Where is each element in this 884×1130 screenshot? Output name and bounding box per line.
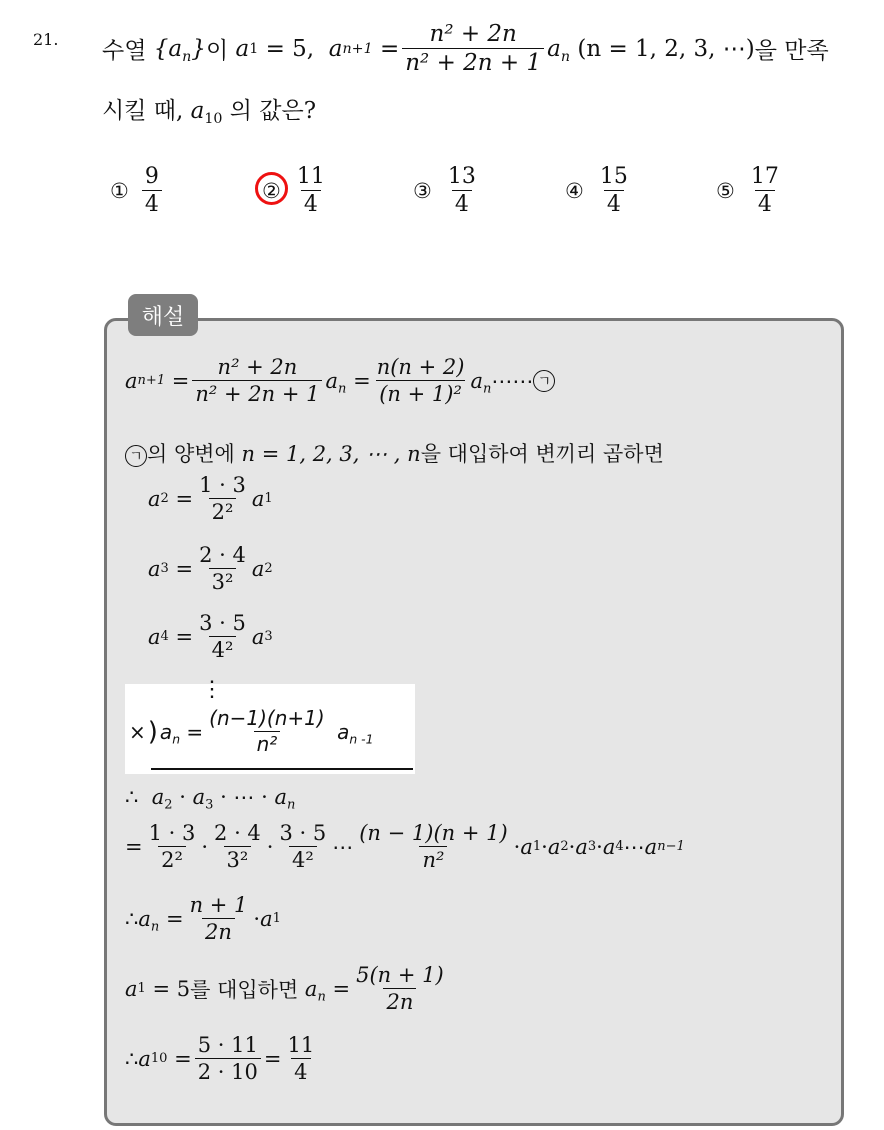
frac-den: n² + 2n + 1 bbox=[192, 380, 322, 405]
dots: ⋯⋯ bbox=[491, 368, 534, 393]
choice-2[interactable] bbox=[262, 165, 331, 216]
choice-num: 11 bbox=[296, 164, 325, 189]
step-a3: a 3 = $\frac{2 \cdot 4}{\text{3²}}$ a 2 bbox=[148, 543, 273, 595]
substitution-line: a 1 = 5 를 대입하면 $a_n$ = $\frac{5(n + 1)}{2n}$ bbox=[125, 964, 450, 1013]
frac-den: 2n bbox=[383, 988, 416, 1013]
frac-den: 2n bbox=[202, 918, 235, 943]
frac-num: 11 bbox=[287, 1033, 315, 1057]
stem-after-seq: 이 bbox=[205, 38, 229, 65]
circle-label: ㄱ bbox=[533, 370, 555, 392]
frac-den: 4 bbox=[291, 1058, 310, 1083]
frac-den: n² bbox=[254, 731, 281, 755]
choice-mark: ⑤ bbox=[716, 178, 735, 203]
frac-den: n² + 2n + 1 bbox=[402, 48, 544, 75]
values: n = 1, 2, 3, ⋯ , bbox=[241, 442, 401, 466]
therefore-product: ∴ $a_2 \cdot a_3$ · ⋯ · $a_n$ bbox=[125, 785, 296, 813]
frac-num: 5 · 11 bbox=[197, 1033, 258, 1057]
frac-num: 1 · 3 bbox=[199, 473, 246, 497]
choice-den: 4 bbox=[301, 190, 321, 216]
choice-mark: ④ bbox=[565, 178, 584, 203]
solution-line2: ㄱ 의 양변에 n = 1, 2, 3, ⋯ , n을 대입하여 변끼리 곱하면 bbox=[125, 438, 664, 468]
frac-den: 4² bbox=[209, 636, 237, 661]
condition: (n = 1, 2, 3, ⋯) bbox=[577, 35, 755, 62]
choice-mark: ① bbox=[110, 178, 129, 203]
an-formula: ∴ $a_n$ = $\frac{n + 1}{2n}$ · a 1 bbox=[125, 893, 281, 945]
selected-circle-icon bbox=[255, 172, 288, 205]
frac-num: 5(n + 1) bbox=[356, 963, 444, 987]
choice-den: 4 bbox=[142, 190, 162, 216]
choice-5[interactable] bbox=[716, 165, 785, 216]
choice-den: 4 bbox=[604, 190, 624, 216]
choice-den: 4 bbox=[755, 190, 775, 216]
frac-den: 2² bbox=[158, 846, 186, 871]
text-b: 을 대입하여 변끼리 곱하면 bbox=[420, 442, 664, 466]
frac-den: 2 · 10 bbox=[195, 1058, 261, 1083]
frac-den: 2² bbox=[209, 498, 237, 523]
frac-num: n² + 2n bbox=[429, 21, 517, 47]
question-stem-line1: 수열 $\{a_n\}$ 이 a 1 = 5, a n+1 = $\frac{\text{n² + 2n}}{\text{n² + 2n + 1}}$ $a_n$ (n = 1, 2, 3, ⋯) 을 만족 bbox=[102, 21, 829, 77]
step-a4: a 4 = $\frac{3 \cdot 5}{\text{4²}}$ a 3 bbox=[148, 611, 273, 663]
choice-num: 15 bbox=[599, 164, 628, 189]
frac-num: (n−1)(n+1) bbox=[209, 706, 325, 730]
frac-num: (n − 1)(n + 1) bbox=[359, 821, 508, 845]
choice-3[interactable] bbox=[413, 165, 482, 216]
product-expansion: = $\frac{1 \cdot 3}{\text{2²}}$ · $\frac{2 \cdot 4}{\text{3²}}$ · $\frac{3 \cdot 5}{\text{4²}}$ ⋯ $\frac{(n - 1)(n + 1)}{\text{n²}}$ · a 1 · a 2 · a 3 · a 4 ⋯ a n−1 bbox=[125, 821, 685, 873]
choice-num: 9 bbox=[144, 164, 159, 189]
frac-den: 3² bbox=[224, 846, 252, 871]
final-answer-line: ∴ a 10 = $\frac{5 \cdot 11}{2 \cdot 10}$ = $\frac{11}{4}$ bbox=[125, 1034, 320, 1083]
solution-tag: 해설 bbox=[128, 294, 198, 336]
stem-end: 의 값은? bbox=[229, 98, 317, 124]
frac-num: n² + 2n bbox=[217, 355, 298, 379]
frac-den: 3² bbox=[209, 568, 237, 593]
frac-num: n + 1 bbox=[189, 893, 248, 917]
choice-num: 17 bbox=[750, 164, 779, 189]
frac-den: 4² bbox=[289, 846, 317, 871]
frac-num: 1 · 3 bbox=[148, 821, 196, 845]
frac-num: 2 · 4 bbox=[199, 543, 246, 567]
choice-den: 4 bbox=[452, 190, 472, 216]
frac-den: n² bbox=[419, 846, 447, 871]
times-sign: × bbox=[129, 719, 146, 744]
frac-num: 2 · 4 bbox=[214, 821, 261, 845]
sub-text: 를 대입하면 bbox=[190, 977, 299, 1002]
stem-intro: 수열 bbox=[102, 38, 147, 65]
choice-mark: ② bbox=[262, 178, 281, 203]
circle-label: ㄱ bbox=[125, 445, 147, 467]
solution-line1: a n+1 = $\frac{\text{n² + 2n}}{\text{n² + 2n + 1}}$ $a_n$ = $\frac{n(n + 2)}{\text{(n + 1)²}}$ $a_n$ ⋯⋯ ㄱ bbox=[125, 356, 555, 405]
choice-mark: ③ bbox=[413, 178, 432, 203]
question-stem-line2: 시킬 때, $a_{10}$ 의 값은? bbox=[102, 98, 317, 127]
frac-num: n(n + 2) bbox=[376, 355, 465, 379]
vdots: ⋮ bbox=[201, 677, 223, 702]
frac-den: (n + 1)² bbox=[376, 380, 465, 405]
step-a2: a 2 = $\frac{1 \cdot 3}{\text{2²}}$ a 1 bbox=[148, 473, 273, 525]
text-a: 의 양변에 bbox=[147, 442, 235, 466]
recurrence-fraction bbox=[402, 22, 544, 75]
multiplication-rule bbox=[151, 768, 413, 770]
pasted-product-patch: ⋮ × ) $a_n$ = $\frac{(n-1)(n+1)}{\text{n²}}$ $a_{n -1}$ bbox=[125, 684, 415, 774]
stem-tail1: 을 만족 bbox=[754, 38, 829, 65]
choice-4[interactable] bbox=[565, 165, 634, 216]
choice-num: 13 bbox=[447, 164, 476, 189]
therefore-sign: ∴ bbox=[125, 785, 139, 809]
question-number: 21. bbox=[33, 30, 59, 49]
frac-num: 3 · 5 bbox=[199, 611, 246, 635]
stem-tail2: 시킬 때, bbox=[102, 98, 184, 124]
choice-1[interactable] bbox=[110, 165, 165, 216]
a1-eq: = 5, bbox=[265, 35, 315, 62]
frac-num: 3 · 5 bbox=[279, 821, 327, 845]
